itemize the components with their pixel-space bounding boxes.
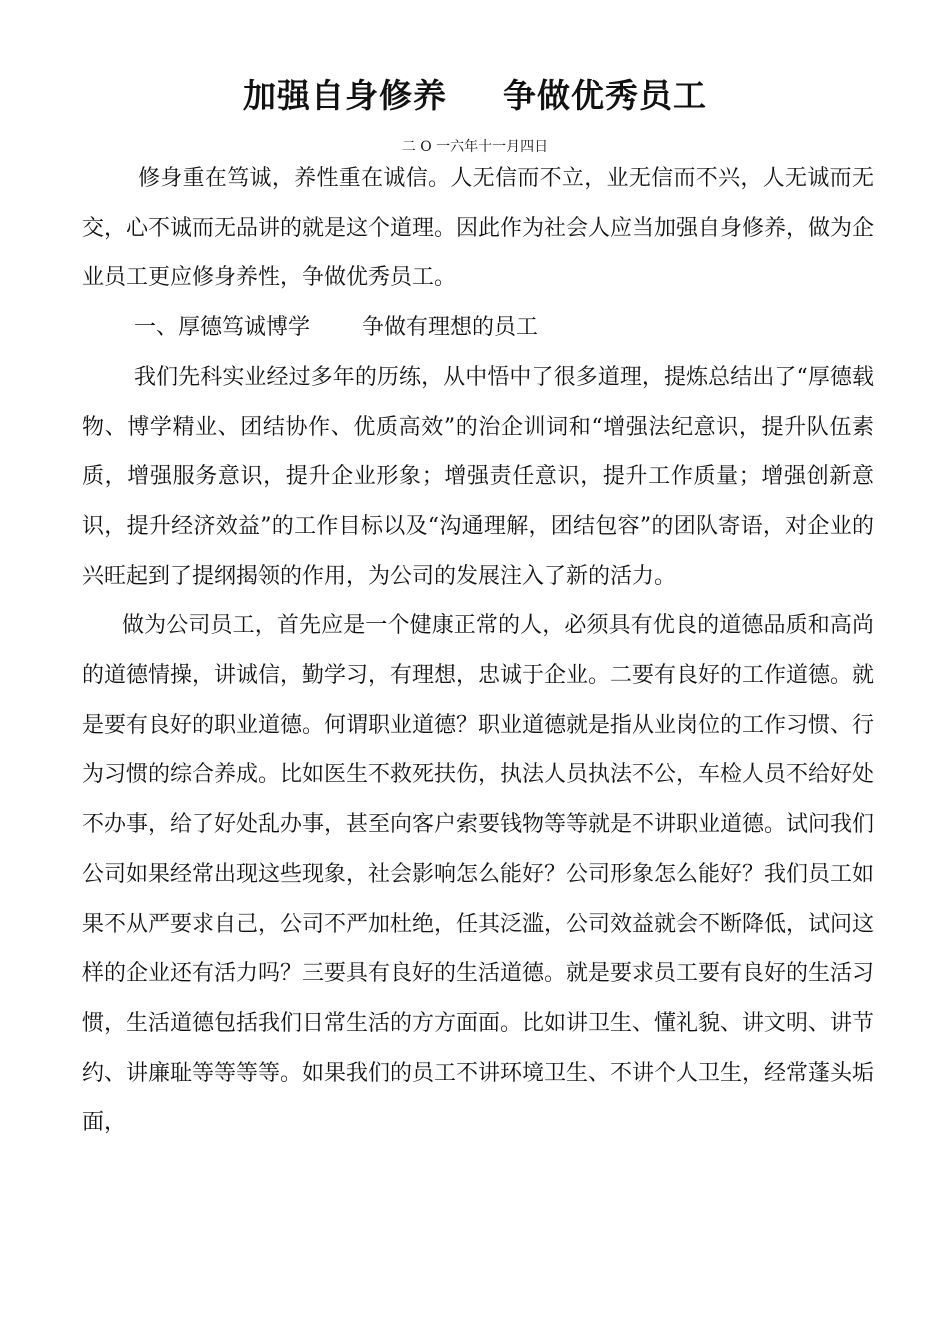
paragraph-intro: 修身重在笃诚，养性重在诚信。人无信而不立，业无信而不兴，人无诚而无交，心不诚而无品讲的就是这个道理。因此作为社会人应当加强自身修养，做为企业员工更应修身养性，争做优秀员工。 [82,166,875,291]
section-heading-1-part-2: 争做有理想的员工 [362,315,539,341]
paragraph-employee-ethics: 做为公司员工，首先应是一个健康正常的人，必须具有优良的道德品质和高尚的道德情操，讲诚信，勤学习，有理想，忠诚于企业。二要有良好的工作道德。就是要有良好的职业道德。何谓职业道德？职业道德就是指从业岗位的工作习惯、行为习惯的综合养成。比如医生不救死扶伤，执法人员执法不公，车检人员不给好处不办事，给了好处乱办事，甚至向客户索要钱物等等就是不讲职业道德。试问我们公司如果经常出现这些现象，社会影响怎么能好？公司形象怎么能好？我们员工如果不从严要求自己，公司不严加杜绝，任其泛滥，公司效益就会不断降低，试问这样的企业还有活力吗？三要具有良好的生活道德。就是要求员工要有良好的生活习惯，生活道德包括我们日常生活的方方面面。比如讲卫生、懂礼貌、讲文明、讲节约、讲廉耻等等等等。如果我们的员工不讲环境卫生、不讲个人卫生，经常蓬头垢面， [82,613,875,1136]
document-date: 二 O 一六年十一月四日 [401,139,549,155]
document-body [82,154,874,1148]
section-heading-1-part-1: 一、厚德笃诚博学 [134,315,311,341]
paragraph-company-motto: 我们先科实业经过多年的历练，从中悟中了很多道理，提炼总结出了“厚德载物、博学精业、团结协作、优质高效”的治企训词和“增强法纪意识，提升队伍素质，增强服务意识，提升企业形象；增强责任意识，提升工作质量；增强创新意识，提升经济效益”的工作目标以及“沟通理解，团结包容”的团队寄语，对企业的兴旺起到了提纲揭领的作用，为公司的发展注入了新的活力。 [82,364,874,589]
document-title [0,72,950,120]
section-heading-1 [82,303,874,353]
title-part-1: 加强自身修养 [243,76,447,115]
title-part-2: 争做优秀员工 [503,76,707,115]
